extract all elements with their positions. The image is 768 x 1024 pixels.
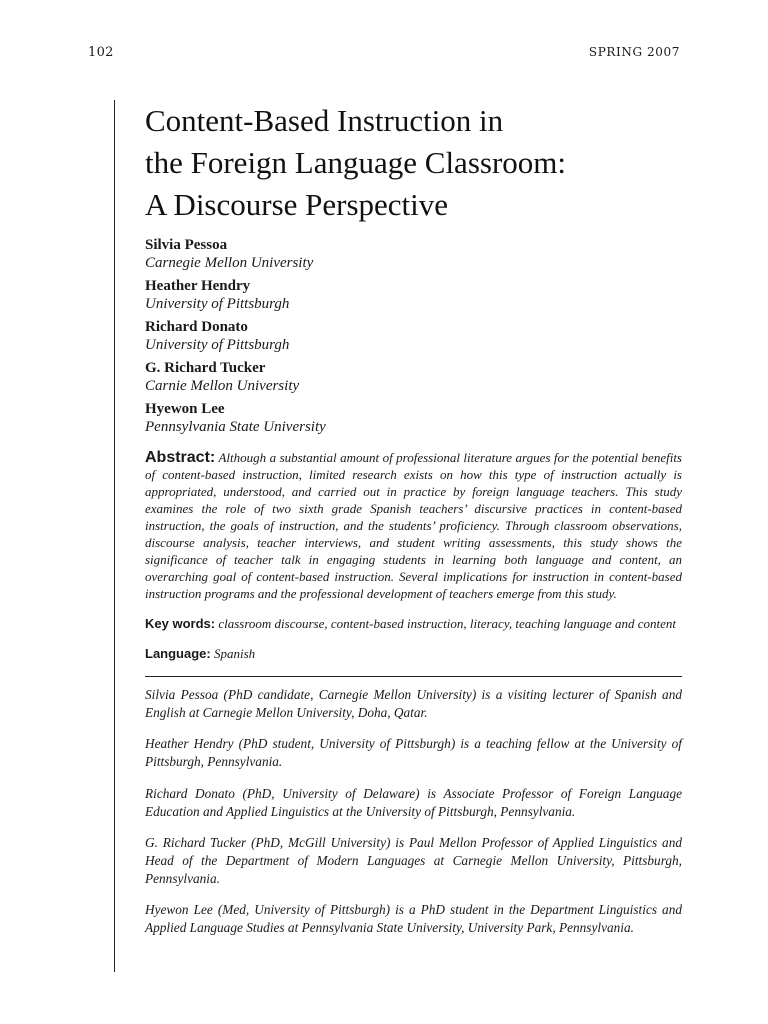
author-name: G. Richard Tucker: [145, 360, 266, 376]
title-line: A Discourse Perspective: [145, 187, 449, 222]
keywords-text: classroom discourse, content-based instruction, literacy, teaching language and content: [218, 616, 677, 631]
language-label: Language:: [145, 646, 211, 661]
keywords: [145, 615, 682, 633]
abstract-text: Although a substantial amount of professional literature argues for the potential benefits of content-based instruction, limited research exists on how this type of instruction actually is appropriated, understood, and carried out in practice by foreign language teachers. This study examines the role of two sixth grade Spanish teachers’ discursive practices in content-based instruction, the goals of instruction, and the students’ proficiency. Through classroom observations, discourse analysis, teacher interviews, and student writing assessments, this study shows the significance of teacher talk in engaging students in learning both language and content, an overarching goal of content-based instruction. Several implications for instruction in content-based instruction programs and the professional development of teachers emerge from this study.: [145, 450, 682, 601]
article-title: [145, 100, 682, 226]
author-affiliation: Carnegie Mellon University: [145, 255, 314, 271]
keywords-label: Key words:: [145, 616, 216, 631]
title-line: the Foreign Language Classroom:: [145, 145, 566, 180]
author-affiliation: Carnie Mellon University: [145, 378, 300, 394]
author-bio: Richard Donato (PhD, University of Delaware) is Associate Professor of Foreign Language Education and Applied Linguistics at the University of Pittsburgh, Pennsylvania.: [145, 785, 682, 819]
abstract-label: Abstract:: [145, 449, 216, 466]
author-bio: G. Richard Tucker (PhD, McGill University) is Paul Mellon Professor of Applied Linguistics and Head of the Department of Modern Languages at Carnegie Mellon University, Pittsburgh, Pennsylvania.: [145, 834, 682, 886]
article-content: [145, 100, 682, 950]
author-name: Silvia Pessoa: [145, 237, 228, 253]
title-line: Content-Based Instruction in: [145, 103, 504, 138]
author-block: [145, 236, 682, 272]
language-text: Spanish: [213, 646, 256, 661]
author-block: [145, 359, 682, 395]
author-name: Hyewon Lee: [145, 401, 225, 417]
author-list: [145, 236, 682, 436]
running-head: SPRING 2007: [588, 45, 680, 59]
footnote-divider: [145, 676, 682, 677]
author-name: Heather Hendry: [145, 278, 251, 294]
abstract: [145, 449, 682, 602]
author-bio: Heather Hendry (PhD student, University of Pittsburgh) is a teaching fellow at the University of Pittsburgh, Pennsylvania.: [145, 736, 682, 770]
page-number: 102: [88, 45, 114, 60]
author-bio: Hyewon Lee (Med, University of Pittsburgh) is a PhD student in the Department Linguistics and Applied Language Studies at Pennsylvania State University, University Park, Pennsylvania.: [145, 902, 682, 936]
author-block: [145, 277, 682, 313]
author-block: [145, 400, 682, 436]
author-bios: [145, 686, 682, 937]
left-margin-rule: [114, 100, 115, 972]
author-affiliation: Pennsylvania State University: [145, 419, 326, 435]
author-affiliation: University of Pittsburgh: [145, 296, 290, 312]
author-bio: Silvia Pessoa (PhD candidate, Carnegie Mellon University) is a visiting lecturer of Spanish and English at Carnegie Mellon University, Doha, Qatar.: [145, 687, 682, 720]
language: [145, 646, 682, 662]
author-block: [145, 318, 682, 354]
author-affiliation: University of Pittsburgh: [145, 337, 290, 353]
author-name: Richard Donato: [145, 319, 248, 335]
